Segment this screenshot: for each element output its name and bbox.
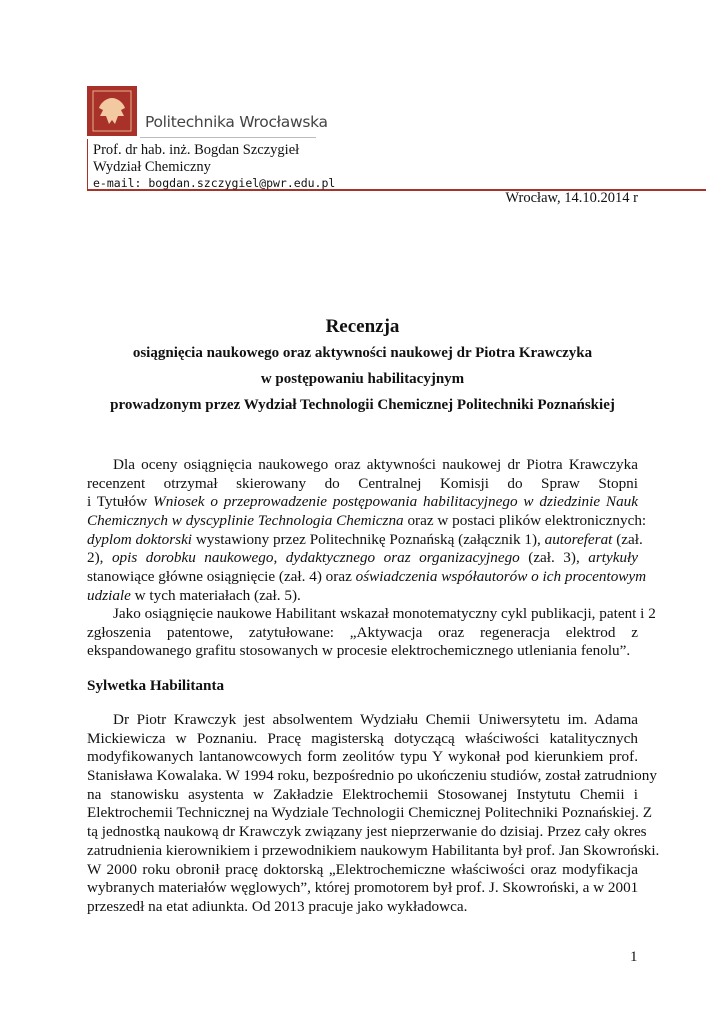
sender-faculty: Wydział Chemiczny [93, 159, 211, 175]
subtitle-line: osiągnięcia naukowego oraz aktywności naukowej dr Piotra Krawczyka [132, 345, 593, 361]
paragraph-intro [87, 456, 647, 606]
text-line [87, 898, 638, 917]
text-line [87, 568, 647, 587]
text-segment: tą jednostką naukową dr Krawczyk związany jest nieprzerwanie do dzisiaj. Przez cały okres [87, 823, 647, 841]
text-segment: Dla oceny osiągnięcia naukowego oraz aktywności naukowej dr Piotra Krawczyka [113, 456, 638, 473]
text-segment: zatrudnienia kierownikiem i przewodnikiem naukowym Habilitanta był prof. Jan Skowroński. [87, 841, 660, 859]
sender-email: e-mail: bogdan.szczygiel@pwr.edu.pl [93, 176, 336, 190]
text-segment: 2), [87, 549, 112, 567]
italic-text: udziale [87, 586, 131, 604]
text-segment: w tych materiałach (zał. 5). [130, 586, 301, 604]
text-segment: Elektrochemii Technicznej na Wydziale Technologii Chemicznej Politechniki Poznańskiej. Z [87, 804, 653, 822]
page-number: 1 [630, 949, 638, 965]
text-segment: przeszedł na etat adiunkta. Od 2013 pracuje jako wykładowca. [87, 897, 468, 915]
paragraph-biography [87, 711, 660, 917]
subtitle-line: prowadzonym przez Wydział Technologii Chemicznej Politechniki Poznańskiej [110, 397, 615, 413]
text-segment: na stanowisku asystenta w Zakładzie Elektrochemii Stosowanej Instytutu Chemii i [87, 785, 638, 803]
text-segment: Stanisława Kowalaka. W 1994 roku, bezpośrednio po ukończeniu studiów, został zatrudniony [87, 767, 657, 785]
text-segment: recenzent otrzymał skierowany do Centralnej Komisji do Spraw Stopni [87, 474, 638, 492]
divider [87, 139, 88, 190]
text-line [87, 475, 638, 494]
text-segment: Jako osiągnięcie naukowe Habilitant wskazał monotematyczny cykl publikacji, patent i 2 [113, 605, 656, 622]
university-logo [87, 86, 137, 136]
text-line [87, 642, 638, 661]
text-segment: (zał. 3), [519, 549, 589, 567]
text-line [87, 861, 638, 880]
text-line [87, 786, 638, 805]
text-line [87, 748, 638, 767]
text-line [87, 549, 638, 568]
text-line [87, 512, 647, 531]
italic-text: oświadczenia współautorów o ich procentowym [355, 568, 647, 586]
text-segment: W 2000 roku obronił pracę doktorską „Elektrochemiczne właściwości oraz modyfikacja [87, 860, 638, 878]
text-segment: i Tytułów [87, 493, 154, 511]
section-heading: Sylwetka Habilitanta [87, 677, 225, 694]
text-segment: modyfikowanych lantanowcowych form zeolitów typu Y wykonał pod kierunkiem prof. [87, 748, 638, 766]
text-line [87, 767, 657, 786]
text-segment: Dr Piotr Krawczyk jest absolwentem Wydziału Chemii Uniwersytetu im. Adama [113, 711, 638, 728]
text-segment: oraz w postaci plików elektronicznych: [403, 512, 647, 530]
text-line [87, 530, 643, 550]
text-segment: ekspandowanego grafitu stosowanych w procesie elektrochemicznego utleniania fenolu”. [87, 642, 631, 660]
text-segment: wybranych materiałów węglowych”, której promotorem był prof. J. Skowroński, a w 2001 [87, 879, 639, 897]
italic-text: autoreferat [544, 530, 613, 548]
text-segment: wystawiony przez Politechnikę Poznańską (załącznik 1), [192, 530, 545, 548]
text-segment: stanowiące główne osiągnięcie (zał. 4) oraz [87, 568, 356, 586]
subtitle-line: w postępowaniu habilitacyjnym [260, 371, 465, 387]
text-line [87, 456, 638, 475]
text-segment: zgłoszenia patentowe, zatytułowane: „Aktywacja oraz regeneracja elektrod z [87, 623, 638, 641]
document-date: Wrocław, 14.10.2014 r [505, 190, 638, 206]
italic-text: Chemicznych w dyscyplinie Technologia Chemiczna [87, 512, 404, 530]
text-line [87, 879, 638, 898]
text-line [87, 493, 638, 512]
italic-text: artykuły [588, 549, 638, 567]
sender-name: Prof. dr hab. inż. Bogdan Szczygieł [93, 142, 300, 158]
text-line [87, 711, 638, 730]
text-line [87, 841, 660, 861]
text-line [87, 587, 638, 606]
paragraph-achievement [87, 605, 656, 661]
text-segment: Mickiewicza w Poznaniu. Pracę magisterską dotyczącą właściwości katalitycznych [87, 729, 638, 747]
text-line [87, 624, 638, 643]
text-line [87, 605, 656, 624]
italic-text: opis dorobku naukowego, dydaktycznego oraz organizacyjnego [111, 549, 520, 567]
divider [140, 137, 316, 138]
document-title: Recenzja [325, 316, 400, 337]
italic-text: dyplom doktorski [87, 530, 193, 548]
text-line [87, 730, 638, 749]
italic-text: Wniosek o przeprowadzenie postępowania habilitacyjnego w dziedzinie Nauk [153, 493, 638, 511]
text-line [87, 804, 653, 823]
text-segment: (zał. [612, 530, 643, 548]
institution-name: Politechnika Wrocławska [145, 113, 328, 131]
text-line [87, 823, 647, 842]
eagle-emblem-icon [87, 86, 137, 136]
